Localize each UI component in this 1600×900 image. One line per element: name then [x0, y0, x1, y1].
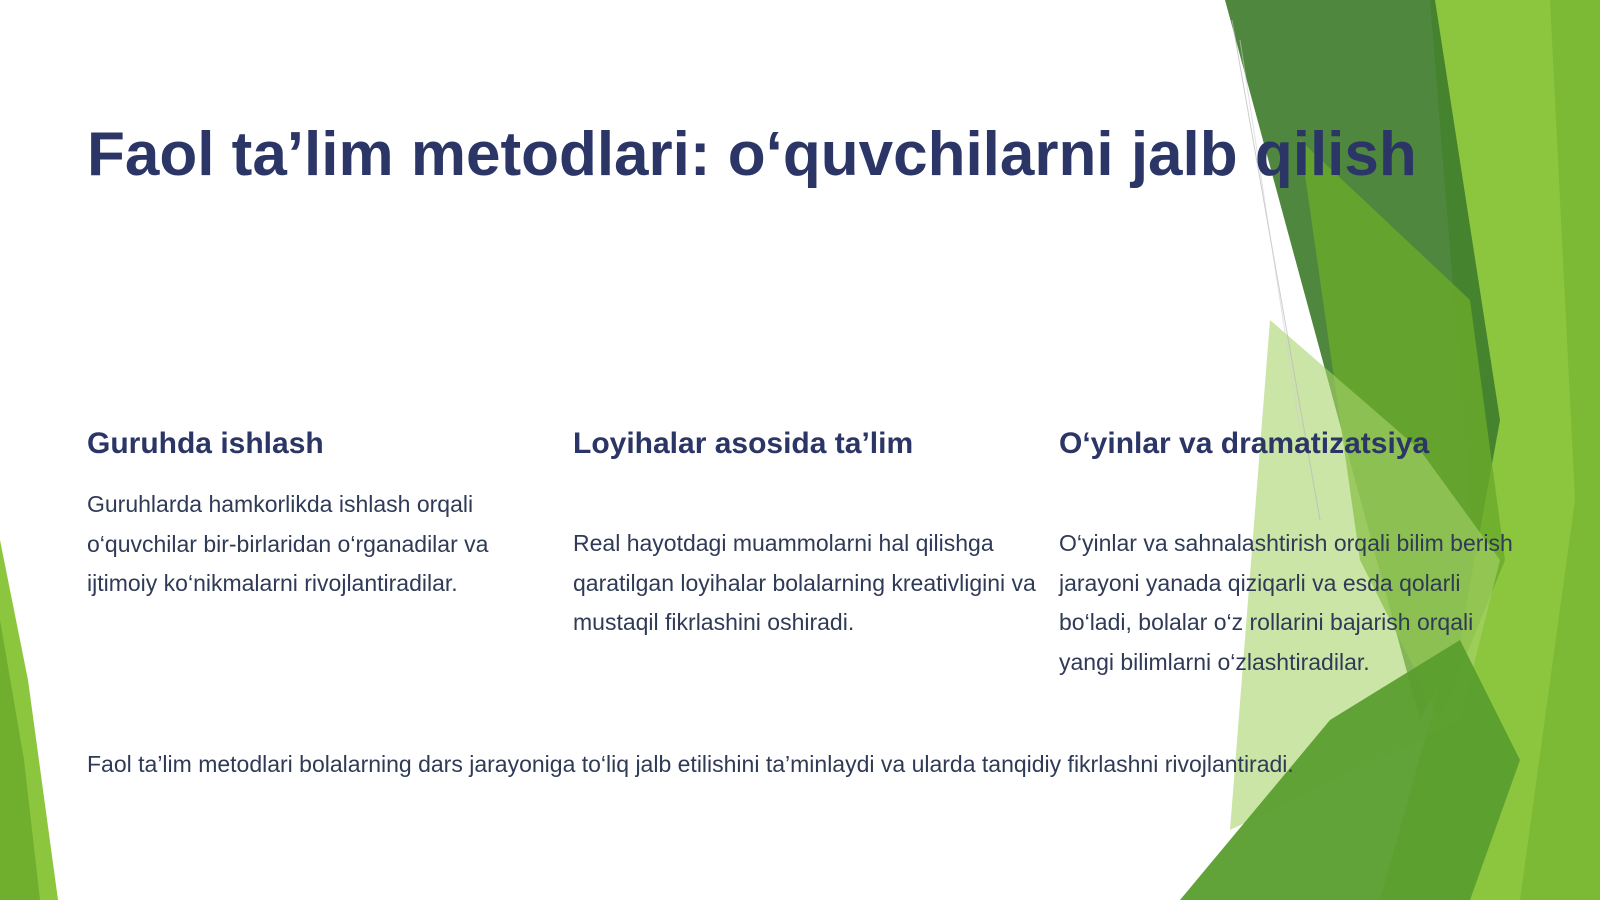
- slide-title: Faol ta’lim metodlari: o‘quvchilarni jalb qilish: [87, 120, 1417, 189]
- column-text: Guruhlarda hamkorlikda ishlash orqali o‘quvchilar bir-birlaridan o‘rganadilar va ijtimoiy ko‘nikmalarni rivojlantiradilar.: [87, 491, 489, 596]
- column-project-learning: [573, 424, 1043, 643]
- column-heading: Guruhda ishlash: [87, 427, 324, 460]
- column-text: Real hayotdagi muammolarni hal qilishga qaratilgan loyihalar bolalarning kreativligini va mustaqil fikrlashini oshiradi.: [573, 530, 1036, 635]
- column-group-work: [87, 424, 547, 604]
- column-text: O‘yinlar va sahnalashtirish orqali bilim berish jarayoni yanada qiziqarli va esda qolarli bo‘ladi, bolalar o‘z rollarini bajarish orqali yangi bilimlarni o‘zlashtiradilar.: [1059, 530, 1513, 675]
- summary-text: Faol ta’lim metodlari bolalarning dars jarayoniga to‘liq jalb etilishini ta’minlaydi va ularda tanqidiy fikrlashni rivojlantiradi.: [87, 751, 1294, 777]
- column-games-drama: [1059, 424, 1519, 682]
- column-heading: Loyihalar asosida ta’lim: [573, 427, 914, 460]
- column-heading: O‘yinlar va dramatizatsiya: [1059, 427, 1430, 460]
